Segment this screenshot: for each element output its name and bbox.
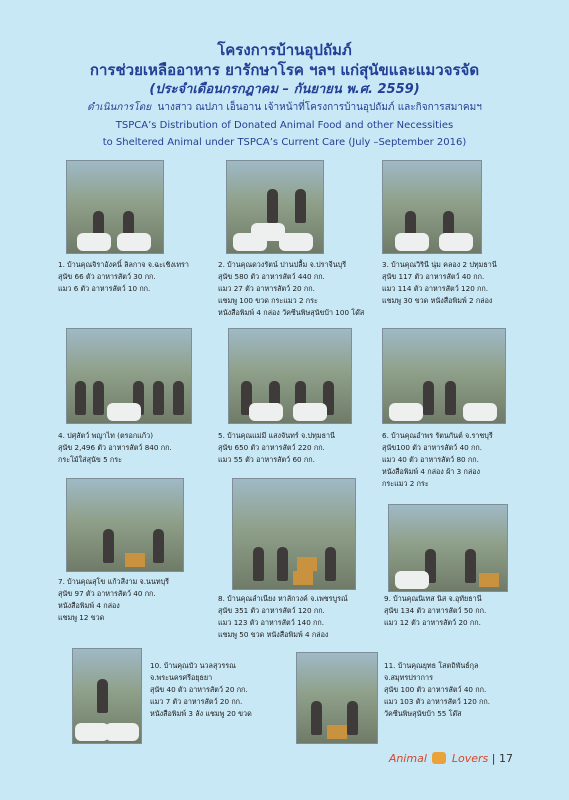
photo-item-11: [296, 652, 378, 744]
caption-line: หนังสือพิมพ์ 3 ลัง แชมพู 20 ขวด: [150, 709, 252, 718]
caption-line: วัคซีนพิษสุนัขบ้า 55 โด๊ส: [384, 709, 462, 718]
caption-line: สุนัข100 ตัว อาหารสัตว์ 40 กก.: [382, 443, 482, 452]
caption-line: จ.พระนครศรีอยุธยา: [150, 673, 213, 682]
caption-item-1: [58, 259, 189, 295]
caption-line: 7. บ้านคุณสุโข แก้วสีงาม จ.นนทบุรี: [58, 577, 170, 586]
caption-line: 2. บ้านคุณดวงรัตน์ ปานปลื้ม จ.ปราจีนบุรี: [218, 260, 347, 269]
caption-item-8: [218, 593, 348, 641]
animal-lovers-logo-icon: [432, 752, 446, 764]
caption-line: สุนัข 117 ตัว อาหารสัตว์ 40 กก.: [382, 272, 485, 281]
caption-line: 6. บ้านคุณอำพร รัตนกันต์ จ.ราชบุรี: [382, 431, 493, 440]
photo-item-5: [228, 328, 352, 424]
photo-item-7: [66, 478, 184, 572]
operator-text: นางสาว ณปภา เอ็นอาน เจ้าหน้าที่โครงการบ้านอุปถัมภ์ และกิจการสมาคมฯ: [157, 102, 482, 113]
caption-line: จ.สมุทรปราการ: [384, 673, 433, 682]
caption-line: แมว 114 ตัว อาหารสัตว์ 120 กก.: [382, 284, 489, 293]
caption-line: สุนัข 100 ตัว อาหารสัตว์ 40 กก.: [384, 685, 487, 694]
caption-item-5: [218, 430, 335, 466]
brand-word-lovers: Lovers: [451, 752, 489, 765]
caption-line: 11. บ้านคุณยุทธ โสตถิพันธ์กุล: [384, 661, 479, 670]
caption-line: สุนัข 580 ตัว อาหารสัตว์ 440 กก.: [218, 272, 325, 281]
caption-line: 10. บ้านคุณบัว นวลสุวรรณ: [150, 661, 236, 670]
caption-line: หนังสือพิมพ์ 4 กล่อง ผ้า 3 กล่อง: [382, 467, 481, 476]
caption-line: แมว 27 ตัว อาหารสัตว์ 20 กก.: [218, 284, 315, 293]
caption-item-2: [218, 259, 364, 319]
title-line-1: โครงการบ้านอุปถัมภ์: [217, 41, 352, 59]
caption-line: สุนัข 40 ตัว อาหารสัตว์ 20 กก.: [150, 685, 248, 694]
caption-line: สุนัข 2,496 ตัว อาหารสัตว์ 840 กก.: [58, 443, 172, 452]
caption-item-10: [150, 660, 252, 720]
caption-line: 4. ปศุสัตว์ พญาไท (ตรอกแก้ว): [58, 431, 154, 440]
caption-line: สุนัข 351 ตัว อาหารสัตว์ 120 กก.: [218, 606, 325, 615]
caption-line: แชมพู 30 ขวด หนังสือพิมพ์ 2 กล่อง: [382, 296, 493, 305]
caption-line: 9. บ้านคุณนิเทส นิส จ.อุทัยธานี: [384, 594, 482, 603]
caption-line: หนังสือพิมพ์ 4 กล่อง วัคซีนพิษสุนัขบ้า 100 โด๊ส: [218, 308, 365, 317]
caption-line: แชมพู 100 ขวด กระแมว 2 กระ: [218, 296, 318, 305]
caption-line: กระแมว 2 กระ: [382, 479, 429, 488]
operator-label: ดำเนินการโดย: [87, 102, 152, 113]
title-line-2: การช่วยเหลืออาหาร ยารักษาโรค ฯลฯ แก่สุนัขและแมวจรจัด: [89, 61, 480, 79]
english-subtitle-2: to Sheltered Animal under TSPCA’s Current Care (July –September 2016): [102, 137, 467, 148]
caption-item-4: [58, 430, 172, 466]
brand-word-animal: Animal: [388, 752, 427, 765]
caption-line: 3. บ้านคุณวิรินี นุ่ม คลอง 2 ปทุมธานี: [382, 260, 497, 269]
caption-line: 1. บ้านคุณจิราอังคนิ์ ลิลกาจ จ.ฉะเชิงเทรา: [58, 260, 189, 269]
caption-line: แมว 123 ตัว อาหารสัตว์ 140 กก.: [218, 618, 325, 627]
operator-line: [0, 100, 569, 115]
photo-item-8: [232, 478, 356, 590]
title-line-3: (ประจำเดือนกรกฎาคม – กันยายน พ.ศ. 2559): [149, 82, 420, 97]
caption-line: 5. บ้านคุณแม่มี แสงจันทร์ จ.ปทุมธานี: [218, 431, 335, 440]
caption-line: แมว 55 ตัว อาหารสัตว์ 60 กก.: [218, 455, 315, 464]
caption-item-7: [58, 576, 169, 624]
photo-item-10: [72, 648, 142, 744]
caption-line: แชมพู 50 ขวด หนังสือพิมพ์ 4 กล่อง: [218, 630, 329, 639]
footer-brand: [389, 752, 513, 765]
photo-item-1: [66, 160, 164, 254]
caption-line: สุนัข 97 ตัว อาหารสัตว์ 40 กก.: [58, 589, 156, 598]
caption-item-9: [384, 593, 486, 629]
footer-separator: |: [491, 752, 496, 765]
caption-line: แชมพู 12 ขวด: [58, 613, 105, 622]
caption-line: แมว 103 ตัว อาหารสัตว์ 120 กก.: [384, 697, 491, 706]
caption-line: แมว 40 ตัว อาหารสัตว์ 80 กก.: [382, 455, 479, 464]
caption-line: หนังสือพิมพ์ 4 กล่อง: [58, 601, 120, 610]
photo-item-2: [226, 160, 324, 254]
caption-line: แมว 6 ตัว อาหารสัตว์ 10 กก.: [58, 284, 151, 293]
caption-line: สุนัข 650 ตัว อาหารสัตว์ 220 กก.: [218, 443, 325, 452]
caption-line: สุนัข 134 ตัว อาหารสัตว์ 50 กก.: [384, 606, 487, 615]
caption-item-11: [384, 660, 490, 720]
page-number: 17: [499, 752, 513, 765]
caption-line: สุนัข 66 ตัว อาหารสัตว์ 30 กก.: [58, 272, 156, 281]
english-subtitle-1: TSPCA’s Distribution of Donated Animal Food and other Necessities: [115, 120, 454, 131]
photo-item-6: [382, 328, 506, 424]
caption-line: แมว 7 ตัว อาหารสัตว์ 20 กก.: [150, 697, 243, 706]
photo-item-9: [388, 504, 508, 592]
photo-item-3: [382, 160, 482, 254]
caption-line: แมว 12 ตัว อาหารสัตว์ 20 กก.: [384, 618, 481, 627]
caption-line: 8. บ้านคุณลำเนียง หาลักวงค์ จ.เพชรบูรณ์: [218, 594, 348, 603]
caption-item-3: [382, 259, 497, 307]
photo-item-4: [66, 328, 192, 424]
caption-item-6: [382, 430, 493, 490]
caption-line: กระโม้ใส่สุนัข 5 กระ: [58, 455, 122, 464]
